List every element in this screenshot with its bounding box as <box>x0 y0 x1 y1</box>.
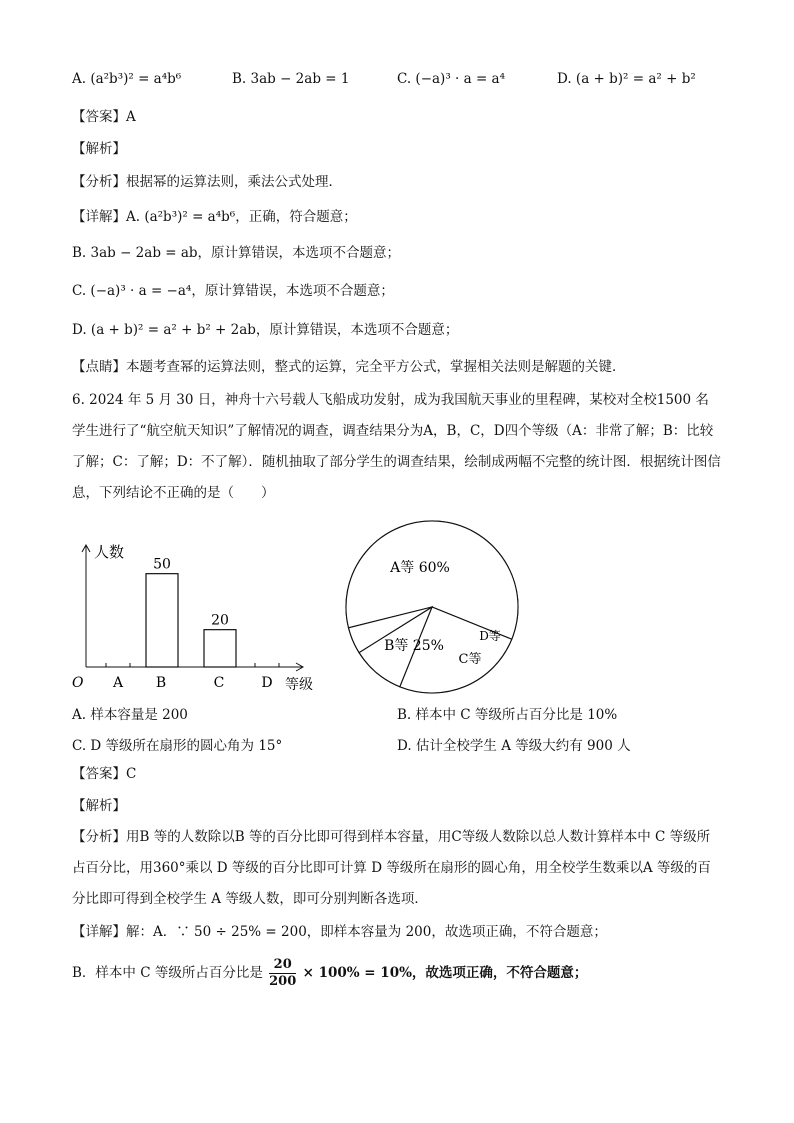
q6-detail-b <box>72 956 587 990</box>
bar-chart <box>68 535 338 695</box>
q6-detail-b-post: × 100% = 10%，故选项正确，不符合题意； <box>302 965 588 981</box>
q6-option-c: C. D 等级所在扇形的圆心角为 15° <box>72 738 283 754</box>
q5-option-d: D. (a + b)² = a² + b² <box>557 71 696 87</box>
x-tick-label: B <box>155 675 167 691</box>
q5-fenxi: 【分析】根据幂的运算法则，乘法公式处理． <box>72 174 342 190</box>
q6-detail-b-pre: B．样本中 C 等级所占百分比是 <box>72 965 263 981</box>
q5-detail-b: B. 3ab − 2ab = ab，原计算错误，本选项不合题意； <box>72 245 401 261</box>
pie-chart <box>340 515 530 695</box>
q5-option-b: B. 3ab − 2ab = 1 <box>232 71 350 87</box>
q6-analysis-heading: 【解析】 <box>72 798 126 814</box>
q5-answer: 【答案】A <box>72 109 136 125</box>
pie-label: B等 25% <box>384 638 444 654</box>
q6-option-a: A. 样本容量是 200 <box>72 707 188 723</box>
q6-answer: 【答案】C <box>72 766 137 782</box>
x-axis-label: 等级 <box>285 677 313 693</box>
y-axis-label: 人数 <box>94 543 125 561</box>
q6-stem: 6. 2024 年 5 月 30 日，神舟十六号载人飞船成功发射，成为我国航天事业的里程碑，某校对全校1500 名学生进行了“航空航天知识”了解情况的调查，调查结果分为A，B，C，D四个等级（A：非常了解；B：比较了解；C：了解；D：不了解）．随机抽取了部分学生的调查结果，绘制成两幅不完整的统计图．根据统计图信息，下列结论不正确的是（ ） <box>72 392 721 501</box>
fraction <box>269 957 296 990</box>
q5-detail-d: D. (a + b)² = a² + b² + 2ab，原计算错误，本选项不合题意； <box>72 322 459 338</box>
x-tick-label: D <box>261 675 273 691</box>
q5-analysis-heading: 【解析】 <box>72 141 126 157</box>
bar <box>146 574 178 667</box>
q5-detail-a: 【详解】A. (a²b³)² = a⁴b⁶，正确，符合题意； <box>72 209 357 225</box>
q6-option-d: D. 估计全校学生 A 等级大约有 900 人 <box>397 738 631 754</box>
q5-detail-c: C. (−a)³ · a = −a⁴，原计算错误，本选项不合题意； <box>72 283 394 299</box>
fraction-numerator: 20 <box>269 957 296 974</box>
pie-label: A等 60% <box>390 560 450 576</box>
q5-dianjing: 【点睛】本题考查幂的运算法则，整式的运算，完全平方公式，掌握相关法则是解题的关键． <box>72 359 626 375</box>
pie-label: C等 <box>458 652 482 667</box>
bar <box>204 630 236 667</box>
q6-option-b: B. 样本中 C 等级所占百分比是 10% <box>397 707 618 723</box>
q5-option-c: C. (−a)³ · a = a⁴ <box>397 71 506 87</box>
bar-data-label: 50 <box>153 556 171 573</box>
fraction-denominator: 200 <box>269 974 297 989</box>
origin-label: O <box>72 675 84 691</box>
bar-data-label: 20 <box>211 612 229 629</box>
q6-detail-a: 【详解】解：A．∵ 50 ÷ 25% = 200，即样本容量为 200，故选项正确，不符合题意； <box>72 924 607 940</box>
q5-option-a: A. (a²b³)² = a⁴b⁶ <box>72 71 182 87</box>
x-tick-label: C <box>213 675 225 691</box>
pie-label: D等 <box>479 629 501 643</box>
q6-fenxi: 【分析】用B 等的人数除以B 等的百分比即可得到样本容量，用C等级人数除以总人数计算样本中 C 等级所占百分比，用360°乘以 D 等级的百分比即可计算 D 等级所在扇形的圆心角，用全校学生数乘以A 等级的百分比即可得到全校学生 A 等级人数，即可分别判断各选项． <box>72 829 711 907</box>
x-tick-label: A <box>112 675 124 691</box>
